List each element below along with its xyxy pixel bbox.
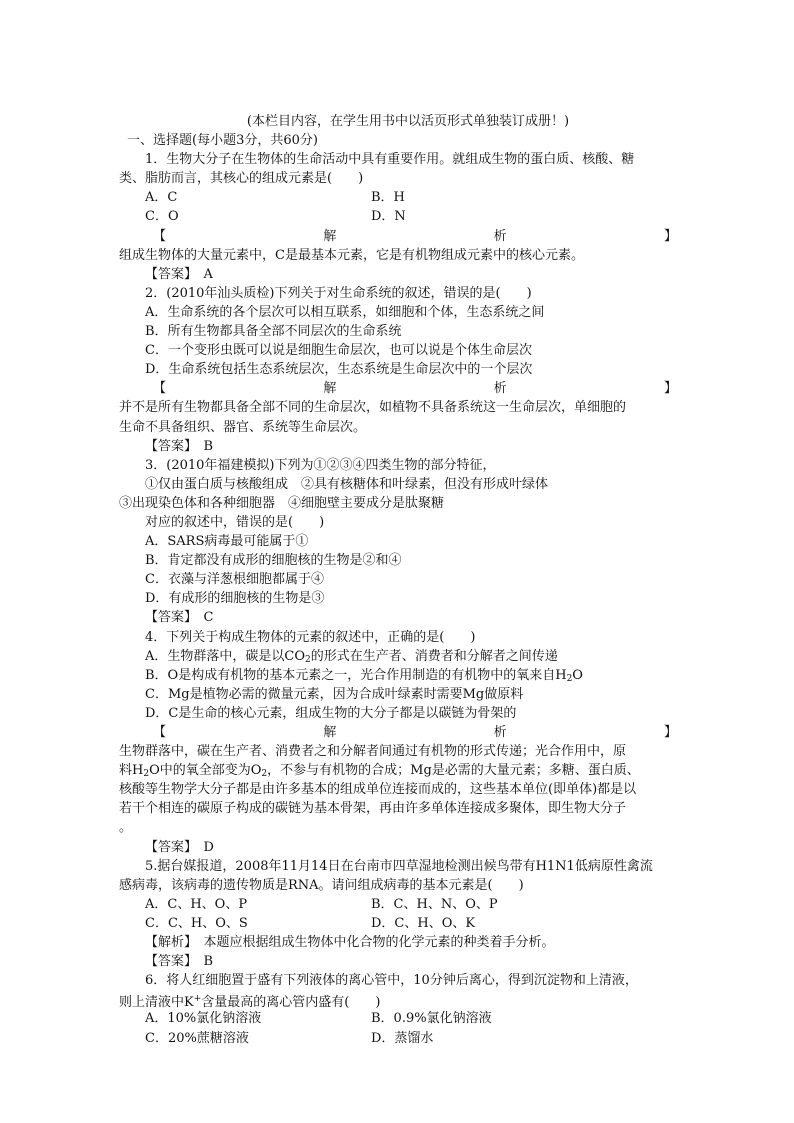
- q1-analysis: 组成生物体的大量元素中，C是最基本元素，它是有机物组成元素中的核心元素。: [119, 247, 584, 263]
- q5-option-d: D．C、H、O、K: [371, 915, 476, 931]
- q3-ask: 对应的叙述中，错误的是( ): [145, 514, 325, 530]
- q3-features-line1: ①仅由蛋白质与核酸组成 ②具有核糖体和叶绿素，但没有形成叶绿体: [145, 476, 549, 492]
- jiexi-char2: 析: [493, 381, 507, 397]
- q5-option-b: B．C、H、N、O、P: [371, 896, 498, 912]
- q1-options-row2: [119, 207, 677, 226]
- q4-option-d: D．C是生命的核心元素，组成生物的大分子都是以碳链为骨架的: [145, 705, 517, 721]
- jiexi-char2: 析: [493, 228, 507, 244]
- q2-analysis-line2: 生命不具备组织、器官、系统等生命层次。: [119, 419, 367, 435]
- q5-analysis: 本题应根据组成生物体中化合物的化学元素的种类着手分析。: [203, 935, 555, 951]
- q4-stem: 4．下列关于构成生物体的元素的叙述中，正确的是( ): [145, 629, 476, 645]
- q4-analysis-line3: 核酸等生物学大分子都是由许多基本的组成单位连接而成的，这些基本单位(即单体)都是以: [119, 782, 637, 798]
- q2-analysis-line1: 并不是所有生物都具备全部不同的生命层次，如植物不具备系统这一生命层次，单细胞的: [119, 400, 627, 416]
- subscript: 2: [566, 673, 573, 684]
- q5-stem-line2: 感病毒，该病毒的遗传物质是RNA。请问组成病毒的基本元素是( ): [119, 877, 524, 893]
- answer-label: 【答案】: [145, 610, 191, 626]
- q4-analysis-text: 料H: [119, 763, 144, 779]
- q3-features-line2: ③出现染色体和各种细胞器 ④细胞壁主要成分是肽聚糖: [119, 495, 445, 511]
- q3-option-d: D．有成形的细胞核的生物是③: [145, 591, 325, 607]
- q5-option-c: C．C、H、O、S: [145, 915, 248, 931]
- q1-stem-line2: 类、脂肪而言，其核心的组成元素是( ): [119, 171, 364, 187]
- q4-answer-line: [119, 838, 677, 857]
- q2-answer: B: [203, 438, 214, 454]
- q4-option-c: C．Mg是植物必需的微量元素，因为合成叶绿素时需要Mg做原料: [145, 686, 524, 702]
- q6-stem-text: 则上清液中K: [119, 995, 194, 1010]
- q2-jiexi-header: [119, 379, 677, 398]
- document-page: [119, 112, 677, 1048]
- jiexi-bracket-left: 【: [153, 381, 167, 397]
- jiexi-char2: 析: [493, 725, 507, 740]
- q1-answer: A: [203, 266, 213, 282]
- jiexi-bracket-right: 】: [663, 228, 677, 244]
- q1-option-d: D．N: [371, 209, 406, 225]
- jiexi-bracket-right: 】: [663, 381, 677, 397]
- subscript: 2: [305, 654, 311, 665]
- q3-option-b: B．肯定都没有成形的细胞核的生物是②和④: [145, 553, 402, 569]
- q5-options-row2: [119, 914, 677, 933]
- q4-answer: D: [203, 839, 214, 855]
- q4-option-b: [119, 666, 677, 685]
- q3-answer-line: [119, 608, 677, 627]
- q4-analysis-line2: [119, 761, 677, 780]
- subscript: 2: [261, 769, 268, 780]
- q6-stem-line1: 6．将人红细胞置于盛有下列液体的离心管中，10分钟后离心，得到沉淀物和上清液，: [145, 973, 638, 989]
- q5-options-row1: [119, 895, 677, 914]
- analysis-label: 【解析】: [145, 935, 191, 951]
- q4-option-a-text: A．生物群落中，碳是以CO: [145, 648, 305, 664]
- q2-option-b: B．所有生物都具备全部不同层次的生命系统: [145, 324, 402, 340]
- q1-option-a: A．C: [145, 190, 178, 206]
- q6-option-b: B．0.9%氯化钠溶液: [371, 1011, 492, 1027]
- q6-option-c: C．20%蔗糖溶液: [145, 1030, 249, 1046]
- answer-label: 【答案】: [145, 839, 191, 855]
- answer-label: 【答案】: [145, 954, 191, 970]
- q3-option-a: A．SARS病毒最可能属于①: [145, 534, 309, 550]
- binding-note: (本栏目内容，在学生用书中以活页形式单独装订成册！): [246, 114, 570, 129]
- q3-option-c: C．衣藻与洋葱根细胞都属于④: [145, 572, 324, 588]
- q6-option-a: A．10%氯化钠溶液: [145, 1011, 262, 1027]
- q4-option-a-text-end: 的形式在生产者、消费者和分解者之间传递: [310, 648, 558, 664]
- q6-options-row1: [119, 1009, 677, 1028]
- answer-label: 【答案】: [145, 266, 191, 282]
- q1-jiexi-header: [119, 227, 677, 246]
- subscript: 2: [143, 769, 150, 780]
- jiexi-char1: 解: [323, 725, 337, 740]
- q2-option-d: D．生命系统包括生态系统层次，生态系统是生命层次中的一个层次: [145, 362, 533, 378]
- q4-option-a: [119, 647, 677, 666]
- q2-option-c: C．一个变形虫既可以说是细胞生命层次，也可以说是个体生命层次: [145, 343, 532, 359]
- q1-option-c: C．O: [145, 209, 179, 225]
- q5-answer-line: [119, 952, 677, 971]
- q4-analysis-text-mid: O中的氧全部变为O: [149, 763, 262, 779]
- q2-stem: 2．(2010年汕头质检)下列关于对生命系统的叙述，错误的是( ): [145, 285, 532, 301]
- jiexi-char1: 解: [323, 381, 337, 397]
- q1-options-row1: [119, 188, 677, 207]
- q5-analysis-line: [119, 933, 677, 952]
- jiexi-bracket-left: 【: [153, 228, 167, 244]
- q4-option-b-text-end: O: [572, 667, 583, 683]
- q5-answer: B: [203, 954, 214, 970]
- q3-stem: 3．(2010年福建模拟)下列为①②③④四类生物的部分特征，: [145, 457, 496, 473]
- q5-stem-line1: 5.据台媒报道，2008年11月14日在台南市四草湿地检测出候鸟带有H1N1低病原性禽流: [145, 858, 653, 874]
- q1-stem-line1: 1．生物大分子在生物体的生命活动中具有重要作用。就组成生物的蛋白质、核酸、糖: [145, 152, 635, 168]
- answer-label: 【答案】: [145, 438, 191, 454]
- q4-option-b-text: B．O是构成有机物的基本元素之一，光合作用制造的有机物中的氧来自H: [145, 667, 567, 683]
- q6-stem-line2: [119, 990, 677, 1009]
- q2-option-a: A．生命系统的各个层次可以相互联系，如细胞和个体，生态系统之间: [145, 304, 545, 320]
- q4-analysis-line5: 。: [119, 820, 133, 836]
- q1-option-b: B．H: [371, 190, 405, 206]
- jiexi-bracket-left: 【: [153, 725, 167, 740]
- jiexi-bracket-right: 】: [663, 725, 677, 740]
- q5-option-a: A．C、H、O、P: [145, 896, 248, 912]
- q3-answer: C: [203, 610, 214, 626]
- section-title: 一、选择题(每小题3分，共60分): [127, 133, 318, 149]
- q4-analysis-line4: 若干个相连的碳原子构成的碳链为基本骨架，再由许多单体连接成多聚体，即生物大分子: [119, 801, 627, 817]
- superscript: +: [193, 994, 202, 1005]
- q6-options-row2: [119, 1029, 677, 1048]
- q6-option-d: D．蒸馏水: [371, 1030, 434, 1046]
- q4-jiexi-header: [119, 723, 677, 742]
- q2-answer-line: [119, 437, 677, 456]
- jiexi-char1: 解: [323, 228, 337, 244]
- q1-answer-line: [119, 265, 677, 284]
- q6-stem-text-end: 含量最高的离心管内盛有( ): [201, 995, 381, 1010]
- q4-analysis-text-end: ，不参与有机物的合成；Mg是必需的大量元素；多糖、蛋白质、: [267, 763, 640, 779]
- q4-analysis-line1: 生物群落中，碳在生产者、消费者之和分解者间通过有机物的形式传递；光合作用中，原: [119, 744, 627, 760]
